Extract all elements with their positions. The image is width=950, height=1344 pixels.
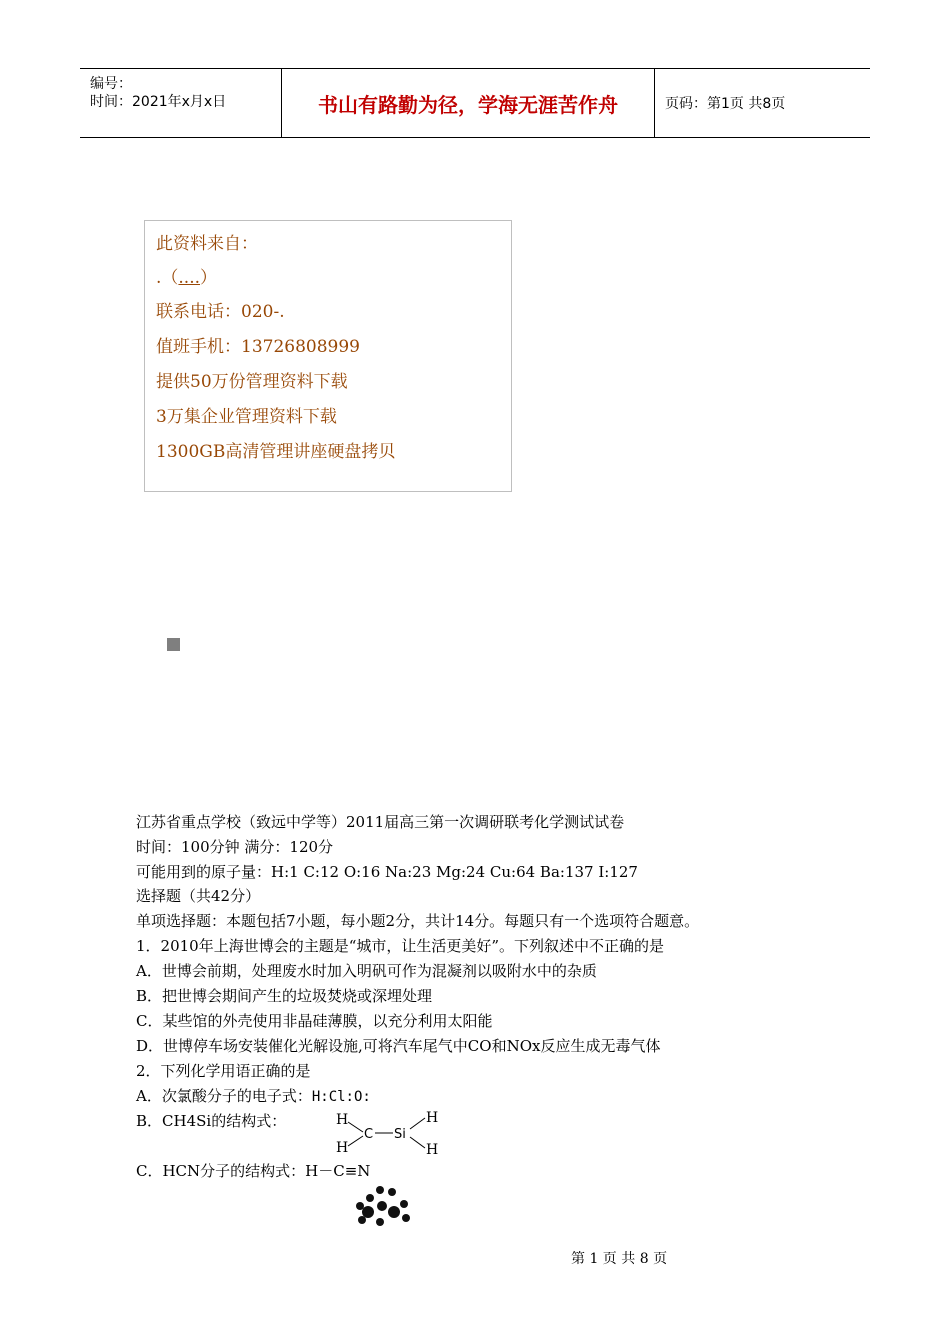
question-1-option-b: B．把世博会期间产生的垃圾焚烧或深埋处理 bbox=[136, 987, 433, 1005]
bond-si-h4 bbox=[410, 1137, 425, 1148]
question-1: 1．2010年上海世博会的主题是“城市，让生活更美好”。下列叙述中不正确的是 bbox=[136, 937, 665, 955]
question-1-option-c: C．某些馆的外壳使用非晶硅薄膜，以充分利用太阳能 bbox=[136, 1012, 493, 1030]
struct-h4: H bbox=[426, 1142, 439, 1158]
question-2-option-c: C．HCN分子的结构式：H－C≡N bbox=[136, 1162, 371, 1180]
source-link-prefix: .（ bbox=[156, 268, 179, 288]
hclo-electron-formula: H:Cl:O: bbox=[311, 1089, 371, 1105]
source-info-box bbox=[144, 220, 512, 492]
source-offer-2: 3万集企业管理资料下载 bbox=[156, 407, 337, 427]
atomic-masses: 可能用到的原子量：H:1 C:12 O:16 Na:23 Mg:24 Cu:64 Ba:137 I:127 bbox=[136, 863, 638, 881]
instructions: 单项选择题：本题包括7小题，每小题2分，共计14分。每题只有一个选项符合题意。 bbox=[136, 912, 700, 930]
source-link-suffix: ） bbox=[200, 268, 218, 288]
header-motto: 书山有路勤为径，学海无涯苦作舟 bbox=[282, 69, 655, 137]
exam-title: 江苏省重点学校（致远中学等）2011届高三第一次调研联考化学测试试卷 bbox=[136, 813, 625, 831]
page-header bbox=[80, 68, 870, 138]
page-footer: 第 1 页 共 8 页 bbox=[571, 1251, 668, 1267]
question-1-option-a: A．世博会前期，处理废水时加入明矾可作为混凝剂以吸附水中的杂质 bbox=[136, 962, 597, 980]
source-link[interactable]: .... bbox=[178, 268, 201, 288]
molecule-ball-model-icon bbox=[350, 1184, 414, 1228]
document-number-label: 编号： bbox=[90, 76, 132, 92]
bond-h1-c bbox=[348, 1122, 363, 1132]
source-link-line bbox=[156, 263, 217, 288]
section-heading: 选择题（共42分） bbox=[136, 887, 261, 905]
source-title: 此资料来自： bbox=[156, 234, 258, 254]
struct-h1: H bbox=[336, 1112, 349, 1128]
document-date-label: 时间：2021年x月x日 bbox=[90, 94, 227, 110]
struct-h2: H bbox=[336, 1140, 349, 1156]
header-meta-cell bbox=[80, 69, 282, 137]
struct-si: Si bbox=[394, 1127, 406, 1142]
struct-c: C bbox=[364, 1127, 374, 1142]
source-phone: 联系电话：020-. bbox=[156, 302, 285, 322]
header-page-label: 页码：第1页 共8页 bbox=[665, 96, 786, 112]
source-mobile: 值班手机：13726808999 bbox=[156, 337, 360, 357]
question-2-option-a-text: A．次氯酸分子的电子式： bbox=[136, 1087, 312, 1105]
question-1-option-d: D．世博停车场安装催化光解设施,可将汽车尾气中CO和NOx反应生成无毒气体 bbox=[136, 1037, 661, 1055]
square-bullet-icon bbox=[167, 638, 180, 651]
bond-h2-c bbox=[348, 1136, 363, 1146]
struct-h3: H bbox=[426, 1110, 439, 1126]
question-2-option-b: B．CH4Si的结构式： bbox=[136, 1112, 287, 1130]
source-offer-3: 1300GB高清管理讲座硬盘拷贝 bbox=[156, 442, 396, 462]
exam-time: 时间：100分钟 满分：120分 bbox=[136, 838, 334, 856]
ch4si-structure-diagram bbox=[330, 1104, 450, 1160]
question-2: 2．下列化学用语正确的是 bbox=[136, 1062, 311, 1080]
question-2-option-a bbox=[136, 1085, 371, 1106]
bond-si-h3 bbox=[410, 1118, 425, 1129]
source-offer-1: 提供50万份管理资料下载 bbox=[156, 372, 348, 392]
